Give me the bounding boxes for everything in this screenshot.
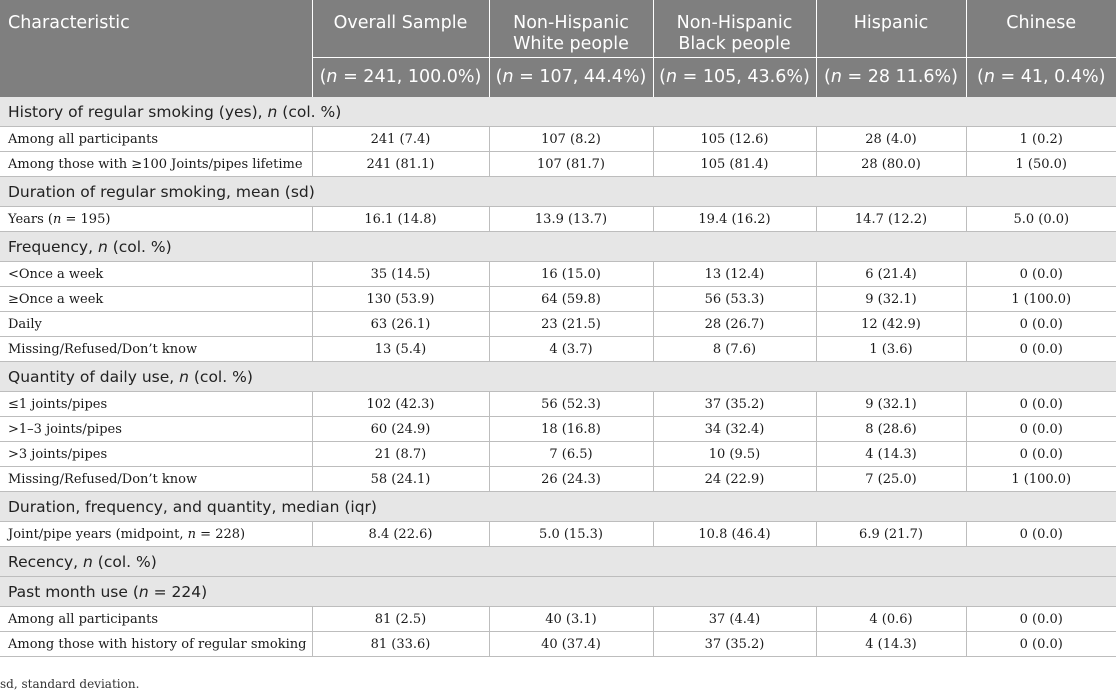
table-row [0, 632, 1116, 657]
table-cell: 1 (0.2) [966, 127, 1116, 152]
table-row [0, 522, 1116, 547]
table-cell: 9 (32.1) [816, 392, 966, 417]
table-cell: 12 (42.9) [816, 312, 966, 337]
table-cell: 34 (32.4) [653, 417, 816, 442]
section-label: Duration of regular smoking, mean (sd) [0, 177, 1116, 207]
table-cell: 23 (21.5) [489, 312, 653, 337]
table-cell: 7 (6.5) [489, 442, 653, 467]
table-cell: 13 (5.4) [312, 337, 489, 362]
header-nhb-line2: Black people [678, 34, 791, 54]
table-cell: 6.9 (21.7) [816, 522, 966, 547]
table-cell: 0 (0.0) [966, 522, 1116, 547]
table-cell: 40 (37.4) [489, 632, 653, 657]
header-chinese: Chinese [966, 0, 1116, 57]
table-cell: 0 (0.0) [966, 337, 1116, 362]
row-label: >1–3 joints/pipes [0, 417, 312, 442]
table-cell: 64 (59.8) [489, 287, 653, 312]
table-row [0, 312, 1116, 337]
row-label: Joint/pipe years (midpoint, n = 228) [0, 522, 312, 547]
table-row [0, 442, 1116, 467]
table-cell: 0 (0.0) [966, 417, 1116, 442]
table-cell: 9 (32.1) [816, 287, 966, 312]
table-cell: 26 (24.3) [489, 467, 653, 492]
section-label: Recency, n (col. %) [0, 547, 1116, 577]
table-cell: 37 (4.4) [653, 607, 816, 632]
section-label: Frequency, n (col. %) [0, 232, 1116, 262]
n-label-nh-black: (n = 105, 43.6%) [653, 57, 816, 97]
table-cell: 60 (24.9) [312, 417, 489, 442]
section-header-row [0, 492, 1116, 522]
table-row [0, 152, 1116, 177]
row-label: ≤1 joints/pipes [0, 392, 312, 417]
table-cell: 19.4 (16.2) [653, 207, 816, 232]
table-row [0, 392, 1116, 417]
table-row [0, 127, 1116, 152]
table-cell: 13 (12.4) [653, 262, 816, 287]
n-label-overall: (n = 241, 100.0%) [312, 57, 489, 97]
table-row [0, 262, 1116, 287]
table-cell: 35 (14.5) [312, 262, 489, 287]
row-label: Among those with history of regular smoking [0, 632, 312, 657]
row-label: Missing/Refused/Don’t know [0, 337, 312, 362]
table-cell: 8.4 (22.6) [312, 522, 489, 547]
table-cell: 105 (12.6) [653, 127, 816, 152]
table-cell: 1 (100.0) [966, 467, 1116, 492]
row-label: Among all participants [0, 127, 312, 152]
row-label: ≥Once a week [0, 287, 312, 312]
table-cell: 10 (9.5) [653, 442, 816, 467]
table-cell: 1 (3.6) [816, 337, 966, 362]
row-label: Years (n = 195) [0, 207, 312, 232]
table-cell: 7 (25.0) [816, 467, 966, 492]
section-label: History of regular smoking (yes), n (col. %) [0, 97, 1116, 127]
table-cell: 107 (81.7) [489, 152, 653, 177]
table-cell: 24 (22.9) [653, 467, 816, 492]
table-cell: 0 (0.0) [966, 607, 1116, 632]
table-cell: 56 (53.3) [653, 287, 816, 312]
header-non-hispanic-black [653, 0, 816, 57]
table-cell: 13.9 (13.7) [489, 207, 653, 232]
header-nhb-line1: Non-Hispanic [676, 13, 793, 33]
table-cell: 18 (16.8) [489, 417, 653, 442]
section-header-row [0, 547, 1116, 577]
row-label: Among all participants [0, 607, 312, 632]
header-nhw-line1: Non-Hispanic [513, 13, 629, 33]
row-label: Among those with ≥100 Joints/pipes lifetime [0, 152, 312, 177]
table-row [0, 417, 1116, 442]
table-cell: 81 (2.5) [312, 607, 489, 632]
table-cell: 28 (80.0) [816, 152, 966, 177]
table-body [0, 97, 1116, 657]
table-cell: 0 (0.0) [966, 632, 1116, 657]
section-header-row [0, 177, 1116, 207]
table-cell: 4 (0.6) [816, 607, 966, 632]
table-cell: 40 (3.1) [489, 607, 653, 632]
table-cell: 37 (35.2) [653, 632, 816, 657]
header-non-hispanic-white [489, 0, 653, 57]
table-cell: 28 (26.7) [653, 312, 816, 337]
footnote: sd, standard deviation. [0, 677, 140, 691]
table-cell: 6 (21.4) [816, 262, 966, 287]
table-cell: 37 (35.2) [653, 392, 816, 417]
table-cell: 105 (81.4) [653, 152, 816, 177]
table-cell: 21 (8.7) [312, 442, 489, 467]
table-cell: 5.0 (15.3) [489, 522, 653, 547]
table-cell: 63 (26.1) [312, 312, 489, 337]
table-row [0, 207, 1116, 232]
table-row [0, 287, 1116, 312]
header-nhw-line2: White people [513, 34, 629, 54]
table-cell: 130 (53.9) [312, 287, 489, 312]
table-cell: 28 (4.0) [816, 127, 966, 152]
row-label: Missing/Refused/Don’t know [0, 467, 312, 492]
table-cell: 8 (7.6) [653, 337, 816, 362]
row-label: <Once a week [0, 262, 312, 287]
table-row [0, 467, 1116, 492]
n-label-chinese: (n = 41, 0.4%) [966, 57, 1116, 97]
table-cell: 4 (14.3) [816, 632, 966, 657]
table-cell: 4 (14.3) [816, 442, 966, 467]
header-overall-sample: Overall Sample [312, 0, 489, 57]
table-cell: 56 (52.3) [489, 392, 653, 417]
table-row [0, 337, 1116, 362]
section-label: Duration, frequency, and quantity, median (iqr) [0, 492, 1116, 522]
table-cell: 4 (3.7) [489, 337, 653, 362]
table-cell: 10.8 (46.4) [653, 522, 816, 547]
header-hispanic: Hispanic [816, 0, 966, 57]
n-label-hispanic: (n = 28 11.6%) [816, 57, 966, 97]
row-label: Daily [0, 312, 312, 337]
header-characteristic: Characteristic [0, 0, 312, 97]
n-label-nh-white: (n = 107, 44.4%) [489, 57, 653, 97]
table-cell: 107 (8.2) [489, 127, 653, 152]
table-cell: 1 (100.0) [966, 287, 1116, 312]
section-header-row [0, 577, 1116, 607]
section-label: Past month use (n = 224) [0, 577, 1116, 607]
row-label: >3 joints/pipes [0, 442, 312, 467]
table-cell: 58 (24.1) [312, 467, 489, 492]
table-cell: 241 (81.1) [312, 152, 489, 177]
table-cell: 1 (50.0) [966, 152, 1116, 177]
table-cell: 0 (0.0) [966, 262, 1116, 287]
section-header-row [0, 362, 1116, 392]
section-header-row [0, 232, 1116, 262]
section-label: Quantity of daily use, n (col. %) [0, 362, 1116, 392]
section-header-row [0, 97, 1116, 127]
table-cell: 8 (28.6) [816, 417, 966, 442]
table-cell: 102 (42.3) [312, 392, 489, 417]
table-cell: 0 (0.0) [966, 312, 1116, 337]
table-cell: 81 (33.6) [312, 632, 489, 657]
table-cell: 16 (15.0) [489, 262, 653, 287]
table-cell: 16.1 (14.8) [312, 207, 489, 232]
table-row [0, 607, 1116, 632]
table-cell: 0 (0.0) [966, 442, 1116, 467]
table-cell: 0 (0.0) [966, 392, 1116, 417]
table-cell: 241 (7.4) [312, 127, 489, 152]
table-cell: 14.7 (12.2) [816, 207, 966, 232]
table-cell: 5.0 (0.0) [966, 207, 1116, 232]
